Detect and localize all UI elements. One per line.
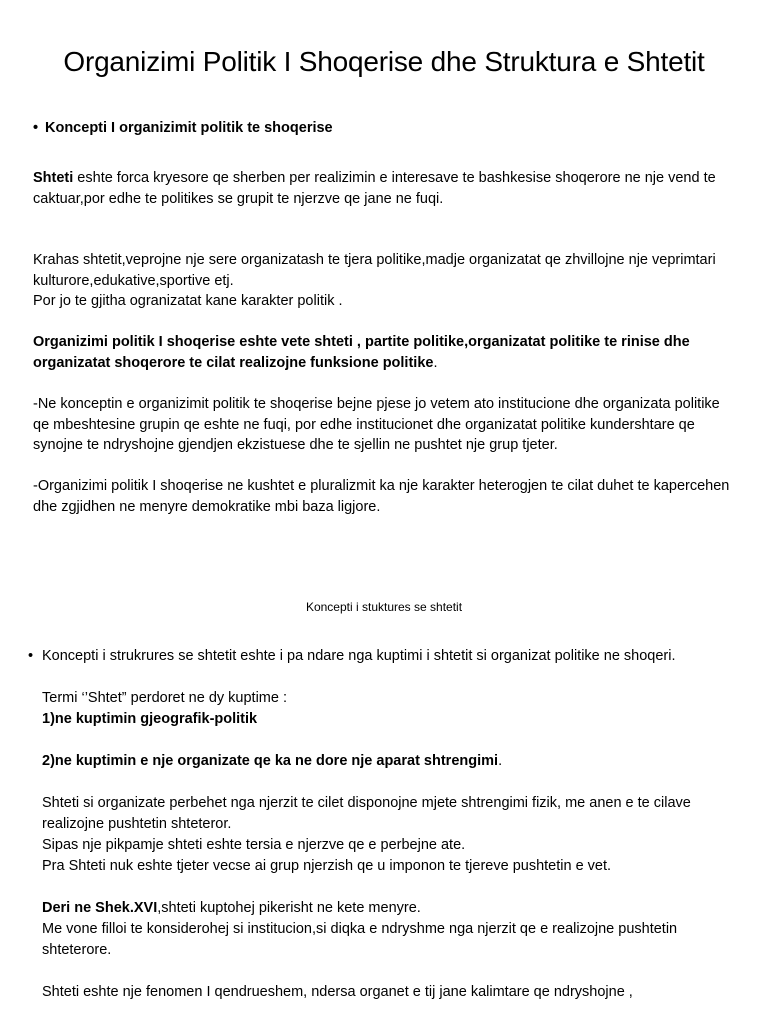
section1-paragraph-5: -Organizimi politik I shoqerise ne kushtet e pluralizmit ka nje karakter heterogjen te cilat duhet te kapercehen dhe zgjidhen ne menyre demokratike mbi baza ligjore. <box>33 478 730 515</box>
s2-p4: Pra Shteti nuk eshte tjeter vecse ai grup njerzish qe u imponon te tjereve pushtetin e vet. <box>42 858 612 874</box>
page-title: Organizimi Politik I Shoqerise dhe Struktura e Shtetit <box>63 46 705 77</box>
section1-paragraph-1 <box>33 168 733 209</box>
s2-p5 <box>42 898 733 919</box>
bullet-icon: • <box>28 648 34 664</box>
s2-p6: Me vone filloi te konsiderohej si institucion,si diqka e ndryshme nga njerzit qe e realizojne pushtetin shteterore. <box>42 921 678 958</box>
p3-end: . <box>433 354 438 371</box>
section2-body <box>28 646 733 1003</box>
s2-p1: Koncepti i strukrures se shtetit eshte i pa ndare nga kuptimi i shtetit si organizat politike ne shoqeri. <box>42 648 676 664</box>
p1-bold: Shteti <box>33 170 74 186</box>
s2-meaning-2 <box>42 751 733 772</box>
s2-m2-bold: 2)ne kuptimin e nje organizate qe ka ne dore nje aparat shtrengimi <box>42 753 499 769</box>
s2-meaning-1: 1)ne kuptimin gjeografik-politik <box>42 711 258 727</box>
section1-paragraph-3 <box>33 332 733 373</box>
section1-paragraph-2 <box>33 250 733 312</box>
p2-line1: Krahas shtetit,veprojne nje sere organizatash te tjera politike,madje organizatat qe zhvillojne nje veprimtari kulturore,edukative,sportive etj. <box>33 252 716 289</box>
s2-p5-bold: Deri ne Shek.XVI <box>42 900 158 916</box>
s2-p3: Sipas nje pikpamje shteti eshte tersia e njerzve qe e perbejne ate. <box>42 837 466 853</box>
bullet-icon: • <box>33 120 39 136</box>
p1-rest: eshte forca kryesore qe sherben per realizimin e interesave te bashkesise shoqerore ne nje vend te caktuar,por edhe te politikes se grupit te njerzve qe jane ne fuqi. <box>33 170 716 207</box>
s2-m2-end: . <box>498 753 503 769</box>
section2-subtitle: Koncepti i stuktures se shtetit <box>305 600 463 614</box>
section1-paragraph-4: -Ne konceptin e organizimit politik te shoqerise bejne pjese jo vetem ato institucione dhe organizata politike qe mbeshtesine grupin qe eshte ne fuqi, por edhe institucionet dhe organizatat politike kundershtare qe synojne te ndryshojne gjendjen ekzistuese dhe te sjellin ne pushtet nje grup tjeter. <box>33 396 720 453</box>
section1-bullet-label: Koncepti I organizimit politik te shoqerise <box>45 120 333 136</box>
s2-term: Termi ‘’Shtet” perdoret ne dy kuptime : <box>42 690 287 706</box>
s2-p7: Shteti eshte nje fenomen I qendrueshem, ndersa organet e tij jane kalimtare qe ndryshojne , <box>42 984 633 1000</box>
p3-bold: Organizimi politik I shoqerise eshte vete shteti , partite politike,organizatat politike te rinise dhe organizatat shoqerore te cilat realizojne funksione politike <box>33 334 690 371</box>
s2-p2: Shteti si organizate perbehet nga njerzit te cilet disponojne mjete shtrengimi fizik, me anen e te cilave realizojne pushtetin shteteror. <box>42 795 691 832</box>
s2-p5-rest: ,shteti kuptohej pikerisht ne kete menyre. <box>157 900 421 916</box>
p2-line2: Por jo te gjitha ogranizatat kane karakter politik . <box>33 293 343 309</box>
section1-bullet <box>33 120 333 136</box>
